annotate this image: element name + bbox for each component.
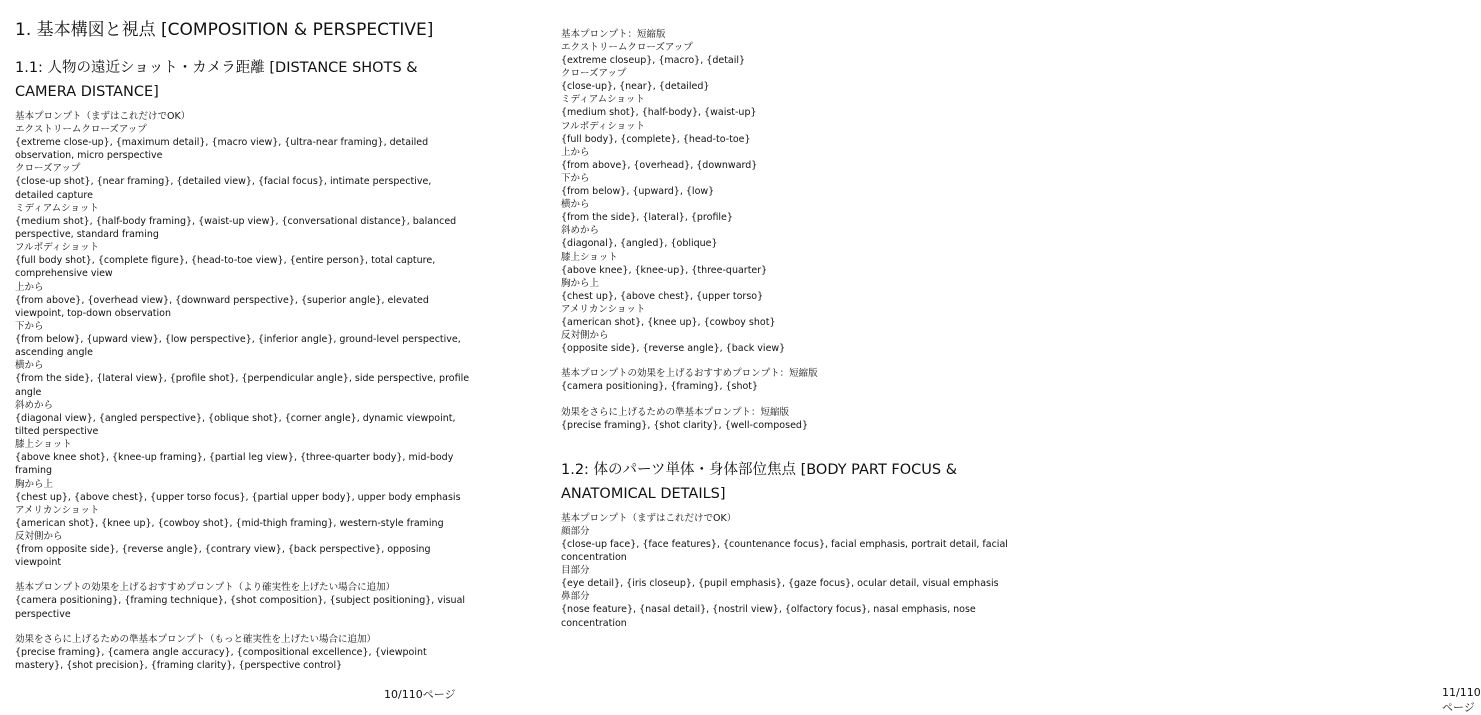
item-label: 顔部分 (561, 525, 590, 537)
boost2-label: 効果をさらに上げるための準基本プロンプト（もっと確実性を上げたい場合に追加） (15, 633, 377, 645)
prompt-item (15, 438, 470, 477)
boost2-text: {precise framing}, {camera angle accuracy}, {compositional excellence}, {viewpoint mastery}, {shot precision}, {framing clarity}, {perspective control} (15, 646, 427, 672)
boost-label: 基本プロンプトの効果を上げるおすすめプロンプト：短縮版 (561, 368, 818, 380)
item-text: {chest up}, {above chest}, {upper torso} (561, 290, 764, 302)
prompt-item (561, 525, 1011, 564)
item-label: 横から (15, 360, 44, 372)
item-text: {american shot}, {knee up}, {cowboy shot}, {mid-thigh framing}, western-style framing (15, 517, 444, 529)
intro-label: 基本プロンプト（まずはこれだけでOK） (15, 111, 191, 122)
item-text: {close-up}, {near}, {detailed} (561, 81, 710, 93)
item-label: 鼻部分 (561, 591, 590, 603)
prompt-item (15, 241, 470, 280)
item-text: {diagonal view}, {angled perspective}, {oblique shot}, {corner angle}, dynamic viewpoint, tilted perspective (15, 412, 456, 438)
item-label: 下から (15, 321, 44, 333)
prompt-item (15, 320, 470, 359)
item-label: 反対側から (15, 531, 63, 543)
item-text: {from above}, {overhead view}, {downward perspective}, {superior angle}, elevated viewpoint, top-down observation (15, 294, 429, 319)
prompt-item (15, 162, 470, 201)
item-label: 反対側から (561, 330, 609, 342)
prompt-item (15, 530, 470, 569)
item-label: 斜めから (561, 225, 600, 237)
item-label: アメリカンショット (561, 304, 646, 316)
item-text: {from opposite side}, {reverse angle}, {contrary view}, {back perspective}, opposing viewpoint (15, 544, 431, 569)
item-text: {from the side}, {lateral view}, {profile shot}, {perpendicular angle}, side perspective, profile angle (15, 373, 470, 398)
page-number: 11/110ページ (1442, 686, 1481, 714)
item-label: 胸から上 (15, 478, 54, 490)
left-page (0, 0, 512, 712)
item-label: 膝上ショット (561, 251, 618, 263)
boost-text: {camera positioning}, {framing}, {shot} (561, 381, 759, 393)
section-title: 1. 基本構図と視点 [COMPOSITION & PERSPECTIVE] (15, 20, 434, 40)
short-version-title: 基本プロンプト：短縮版 (561, 29, 666, 40)
item-label: ミディアムショット (15, 202, 99, 214)
item-text: {opposite side}, {reverse angle}, {back view} (561, 343, 786, 355)
prompt-item (561, 329, 1011, 355)
item-label: 斜めから (15, 399, 54, 411)
prompt-item (561, 590, 1011, 629)
item-text: {medium shot}, {half-body}, {waist-up} (561, 107, 757, 119)
subsection-title: 1.2: 体のパーツ単体・身体部位焦点 [BODY PART FOCUS & ANATOMICAL DETAILS] (561, 461, 958, 502)
item-text: {eye detail}, {iris closeup}, {pupil emphasis}, {gaze focus}, ocular detail, visual emphasis (561, 578, 999, 590)
item-label: 上から (15, 281, 44, 293)
item-label: アメリカンショット (15, 504, 100, 516)
prompt-item (561, 277, 1011, 303)
prompt-item (15, 504, 470, 530)
item-text: {from below}, {upward view}, {low perspective}, {inferior angle}, ground-level perspective, ascending angle (15, 334, 461, 359)
prompt-item (561, 41, 1011, 67)
item-text: {full body shot}, {complete figure}, {head-to-toe view}, {entire person}, total capture, comprehensive view (15, 255, 436, 280)
item-text: {medium shot}, {half-body framing}, {waist-up view}, {conversational distance}, balanced perspective, standard framing (15, 215, 457, 241)
item-text: {above knee}, {knee-up}, {three-quarter} (561, 264, 768, 276)
prompt-item (15, 123, 470, 162)
item-label: 下から (561, 173, 590, 185)
left-page-content (15, 16, 470, 672)
item-text: {extreme close-up}, {maximum detail}, {macro view}, {ultra-near framing}, detailed observation, micro perspective (15, 137, 429, 162)
item-label: 目部分 (561, 565, 590, 577)
prompt-item (561, 120, 1011, 146)
prompt-item (15, 478, 470, 504)
prompt-item (561, 224, 1011, 250)
prompt-item (561, 93, 1011, 119)
boost2-label: 効果をさらに上げるための準基本プロンプト：短縮版 (561, 406, 790, 418)
prompt-item (561, 172, 1011, 198)
prompt-item (561, 198, 1011, 224)
intro-label: 基本プロンプト（まずはこれだけでOK） (561, 512, 737, 524)
item-text: {from the side}, {lateral}, {profile} (561, 212, 733, 224)
prompt-item (15, 359, 470, 398)
item-label: 横から (561, 199, 590, 211)
item-label: 膝上ショット (15, 439, 72, 451)
item-label: 上から (561, 146, 590, 158)
subsection-title: 1.1: 人物の遠近ショット・カメラ距離 [DISTANCE SHOTS & CAMERA DISTANCE] (15, 60, 418, 100)
item-text: {close-up face}, {face features}, {countenance focus}, facial emphasis, portrait detail, facial concentration (561, 538, 1008, 564)
boost2-text: {precise framing}, {shot clarity}, {well-composed} (561, 419, 808, 431)
right-page (512, 0, 1481, 714)
item-label: ミディアムショット (561, 94, 645, 106)
right-page-content (561, 28, 1011, 630)
item-text: {american shot}, {knee up}, {cowboy shot} (561, 317, 776, 329)
prompt-item (561, 251, 1011, 277)
item-label: エクストリームクローズアップ (15, 124, 147, 135)
prompt-item (561, 564, 1011, 590)
item-text: {extreme closeup}, {macro}, {detail} (561, 55, 746, 66)
item-label: クローズアップ (561, 68, 627, 80)
item-text: {nose feature}, {nasal detail}, {nostril view}, {olfactory focus}, nasal emphasis, nose concentration (561, 604, 976, 629)
item-text: {from below}, {upward}, {low} (561, 186, 715, 198)
prompt-item (15, 202, 470, 241)
prompt-item (561, 146, 1011, 172)
page-number: 10/110ページ (384, 688, 456, 701)
item-text: {chest up}, {above chest}, {upper torso focus}, {partial upper body}, upper body emphasis (15, 491, 461, 503)
boost-label: 基本プロンプトの効果を上げるおすすめプロンプト（より確実性を上げたい場合に追加） (15, 582, 396, 594)
item-label: クローズアップ (15, 163, 81, 175)
prompt-item (15, 281, 470, 320)
prompt-item (15, 399, 470, 438)
item-label: 胸から上 (561, 277, 600, 289)
item-label: フルボディショット (561, 120, 646, 132)
item-label: エクストリームクローズアップ (561, 42, 693, 53)
item-text: {above knee shot}, {knee-up framing}, {partial leg view}, {three-quarter body}, mid-body framing (15, 452, 454, 477)
item-label: フルボディショット (15, 242, 100, 254)
item-text: {close-up shot}, {near framing}, {detailed view}, {facial focus}, intimate perspective, detailed capture (15, 176, 432, 201)
prompt-item (561, 303, 1011, 329)
item-text: {full body}, {complete}, {head-to-toe} (561, 133, 751, 145)
prompt-item (561, 67, 1011, 93)
item-text: {diagonal}, {angled}, {oblique} (561, 238, 718, 250)
boost-text: {camera positioning}, {framing technique}, {shot composition}, {subject positioning}, visual perspective (15, 595, 466, 620)
item-text: {from above}, {overhead}, {downward} (561, 159, 758, 171)
